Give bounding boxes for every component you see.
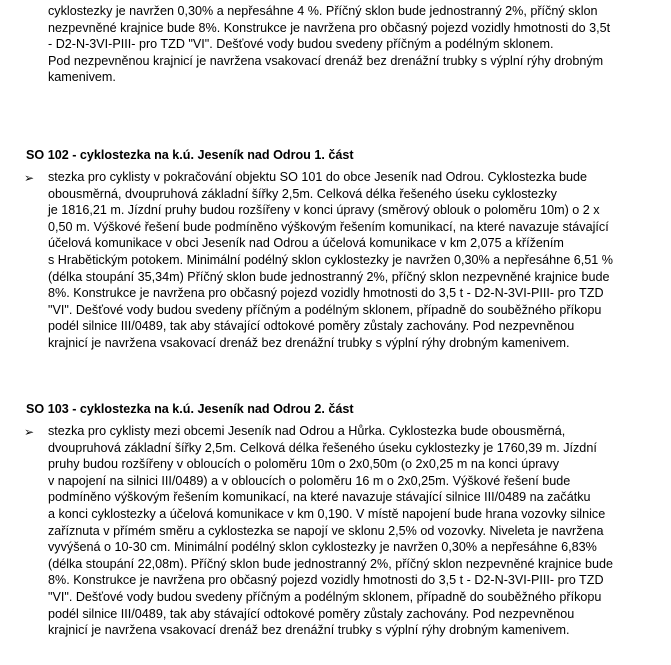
text-line: v napojení na silnici III/0489) a v obloucích o poloměru 16 m o 2x0,25m. Výškové řešení bude xyxy=(48,473,571,488)
text-line: dvoupruhová základní šířky 2,5m. Celková délka řešeného úseku cyklostezky je 1760,39 m. Jízdní xyxy=(48,440,597,455)
text-line: stezka pro cyklisty mezi obcemi Jeseník nad Odrou a Hůrka. Cyklostezka bude obousměrná, xyxy=(48,424,566,438)
text-line: krajnicí je navržena vsakovací drenáž bez drenážní trubky s výplní rýhy drobným kamenivem. xyxy=(48,335,570,350)
section-heading-so102: SO 102 - cyklostezka na k.ú. Jeseník nad Odrou 1. část xyxy=(26,148,354,162)
text-line: a konci cyklostezky a účelová komunikace v km 0,190. V místě napojení bude hrana vozovky silnice xyxy=(48,506,606,521)
section-heading-so103: SO 103 - cyklostezka na k.ú. Jeseník nad Odrou 2. část xyxy=(26,402,354,416)
text-line: cyklostezky je navržen 0,30% a nepřesáhne 4 %. Příčný sklon bude jednostranný 2%, příčný sklon xyxy=(48,4,598,18)
text-line: je 1816,21 m. Jízdní pruhy budou rozšířeny v konci úpravy (směrový oblouk o poloměru 10m) o 2 x xyxy=(48,203,600,218)
text-line: podél silnice III/0489, tak aby stávající odtokové poměry zůstaly zachovány. Pod nezpevněnou xyxy=(48,319,575,334)
text-line: 8%. Konstrukce je navržena pro občasný pojezd vozidly hmotnosti do 3,5 t - D2-N-3VI-PIII- pro TZD xyxy=(48,573,604,588)
text-line: 8%. Konstrukce je navržena pro občasný pojezd vozidly hmotnosti do 3,5 t - D2-N-3VI-PIII- pro TZD xyxy=(48,286,604,301)
text-line: 0,50 m. Výškové řešení bude podmíněno výškovým řešením komunikací, na které navazuje stávající xyxy=(48,219,609,234)
text-line: s Hrabětickým potokem. Minimální podélný sklon cyklostezky je navržen 0,30% a nepřesáhne 6,51 % xyxy=(48,252,613,267)
text-line: zaříznuta v přímém směru a cyklostezka se napojí ve sklonu 2,5% od vozovky. Niveleta je navržena xyxy=(48,523,604,538)
text-line: (délka stoupání 35,34m) Příčný sklon bude jednostranný 2%, příčný sklon nezpevněné krajnice bude xyxy=(48,269,610,284)
text-line: podmíněno výškovým řešením komunikací, na které navazuje stávající silnice III/0489 na začátku xyxy=(48,490,591,505)
text-line: - D2-N-3VI-PIII- pro TZD "VI". Dešťové vody budou svedeny příčným a podélným sklonem. xyxy=(48,37,554,52)
intro-paragraph xyxy=(48,3,649,86)
text-line: (délka stoupání 22,08m). Příčný sklon bude jednostranný 2%, příčný sklon nezpevněné krajnice bude xyxy=(48,556,613,571)
text-line: Pod nezpevněnou krajnicí je navržena vsakovací drenáž bez drenážní trubky s výplní rýhy drobným xyxy=(48,53,604,68)
text-line: "VI". Dešťové vody budou svedeny příčným a podélným sklonem, případně do souběžného příkopu xyxy=(48,302,602,317)
section-paragraph-so103 xyxy=(48,423,649,639)
text-line: vyvýšená o 10-30 cm. Minimální podélný sklon cyklostezky je navržen 0,30% a nepřesáhne 6,83% xyxy=(48,540,597,555)
text-line: podél silnice III/0489, tak aby stávající odtokové poměry zůstaly zachovány. Pod nezpevněnou xyxy=(48,606,575,621)
text-line: obousměrná, dvoupruhová základní šířky 2,5m. Celková délka řešeného úseku cyklostezky xyxy=(48,186,557,201)
section-paragraph-so102 xyxy=(48,169,649,352)
text-line: pruhy budou rozšířeny v obloucích o poloměru 10m o 2x0,50m (o 2x0,25 m na konci úpravy xyxy=(48,457,560,472)
text-line: účelová komunikace v obci Jeseník nad Odrou a účelová komunikace v km 2,075 a křížením xyxy=(48,236,564,251)
text-line: krajnicí je navržena vsakovací drenáž bez drenážní trubky s výplní rýhy drobným kamenivem. xyxy=(48,623,570,638)
text-line: nezpevněné krajnice bude 8%. Konstrukce je navržena pro občasný pojezd vozidly hmotnosti do 3,5t xyxy=(48,20,611,35)
bullet-arrow-icon: ➢ xyxy=(24,425,35,439)
text-line: "VI". Dešťové vody budou svedeny příčným a podélným sklonem, případně do souběžného příkopu xyxy=(48,589,602,604)
bullet-arrow-icon: ➢ xyxy=(24,171,35,185)
text-line: stezka pro cyklisty v pokračování objektu SO 101 do obce Jeseník nad Odrou. Cyklostezka bude xyxy=(48,170,588,184)
text-line: kamenivem. xyxy=(48,70,116,85)
